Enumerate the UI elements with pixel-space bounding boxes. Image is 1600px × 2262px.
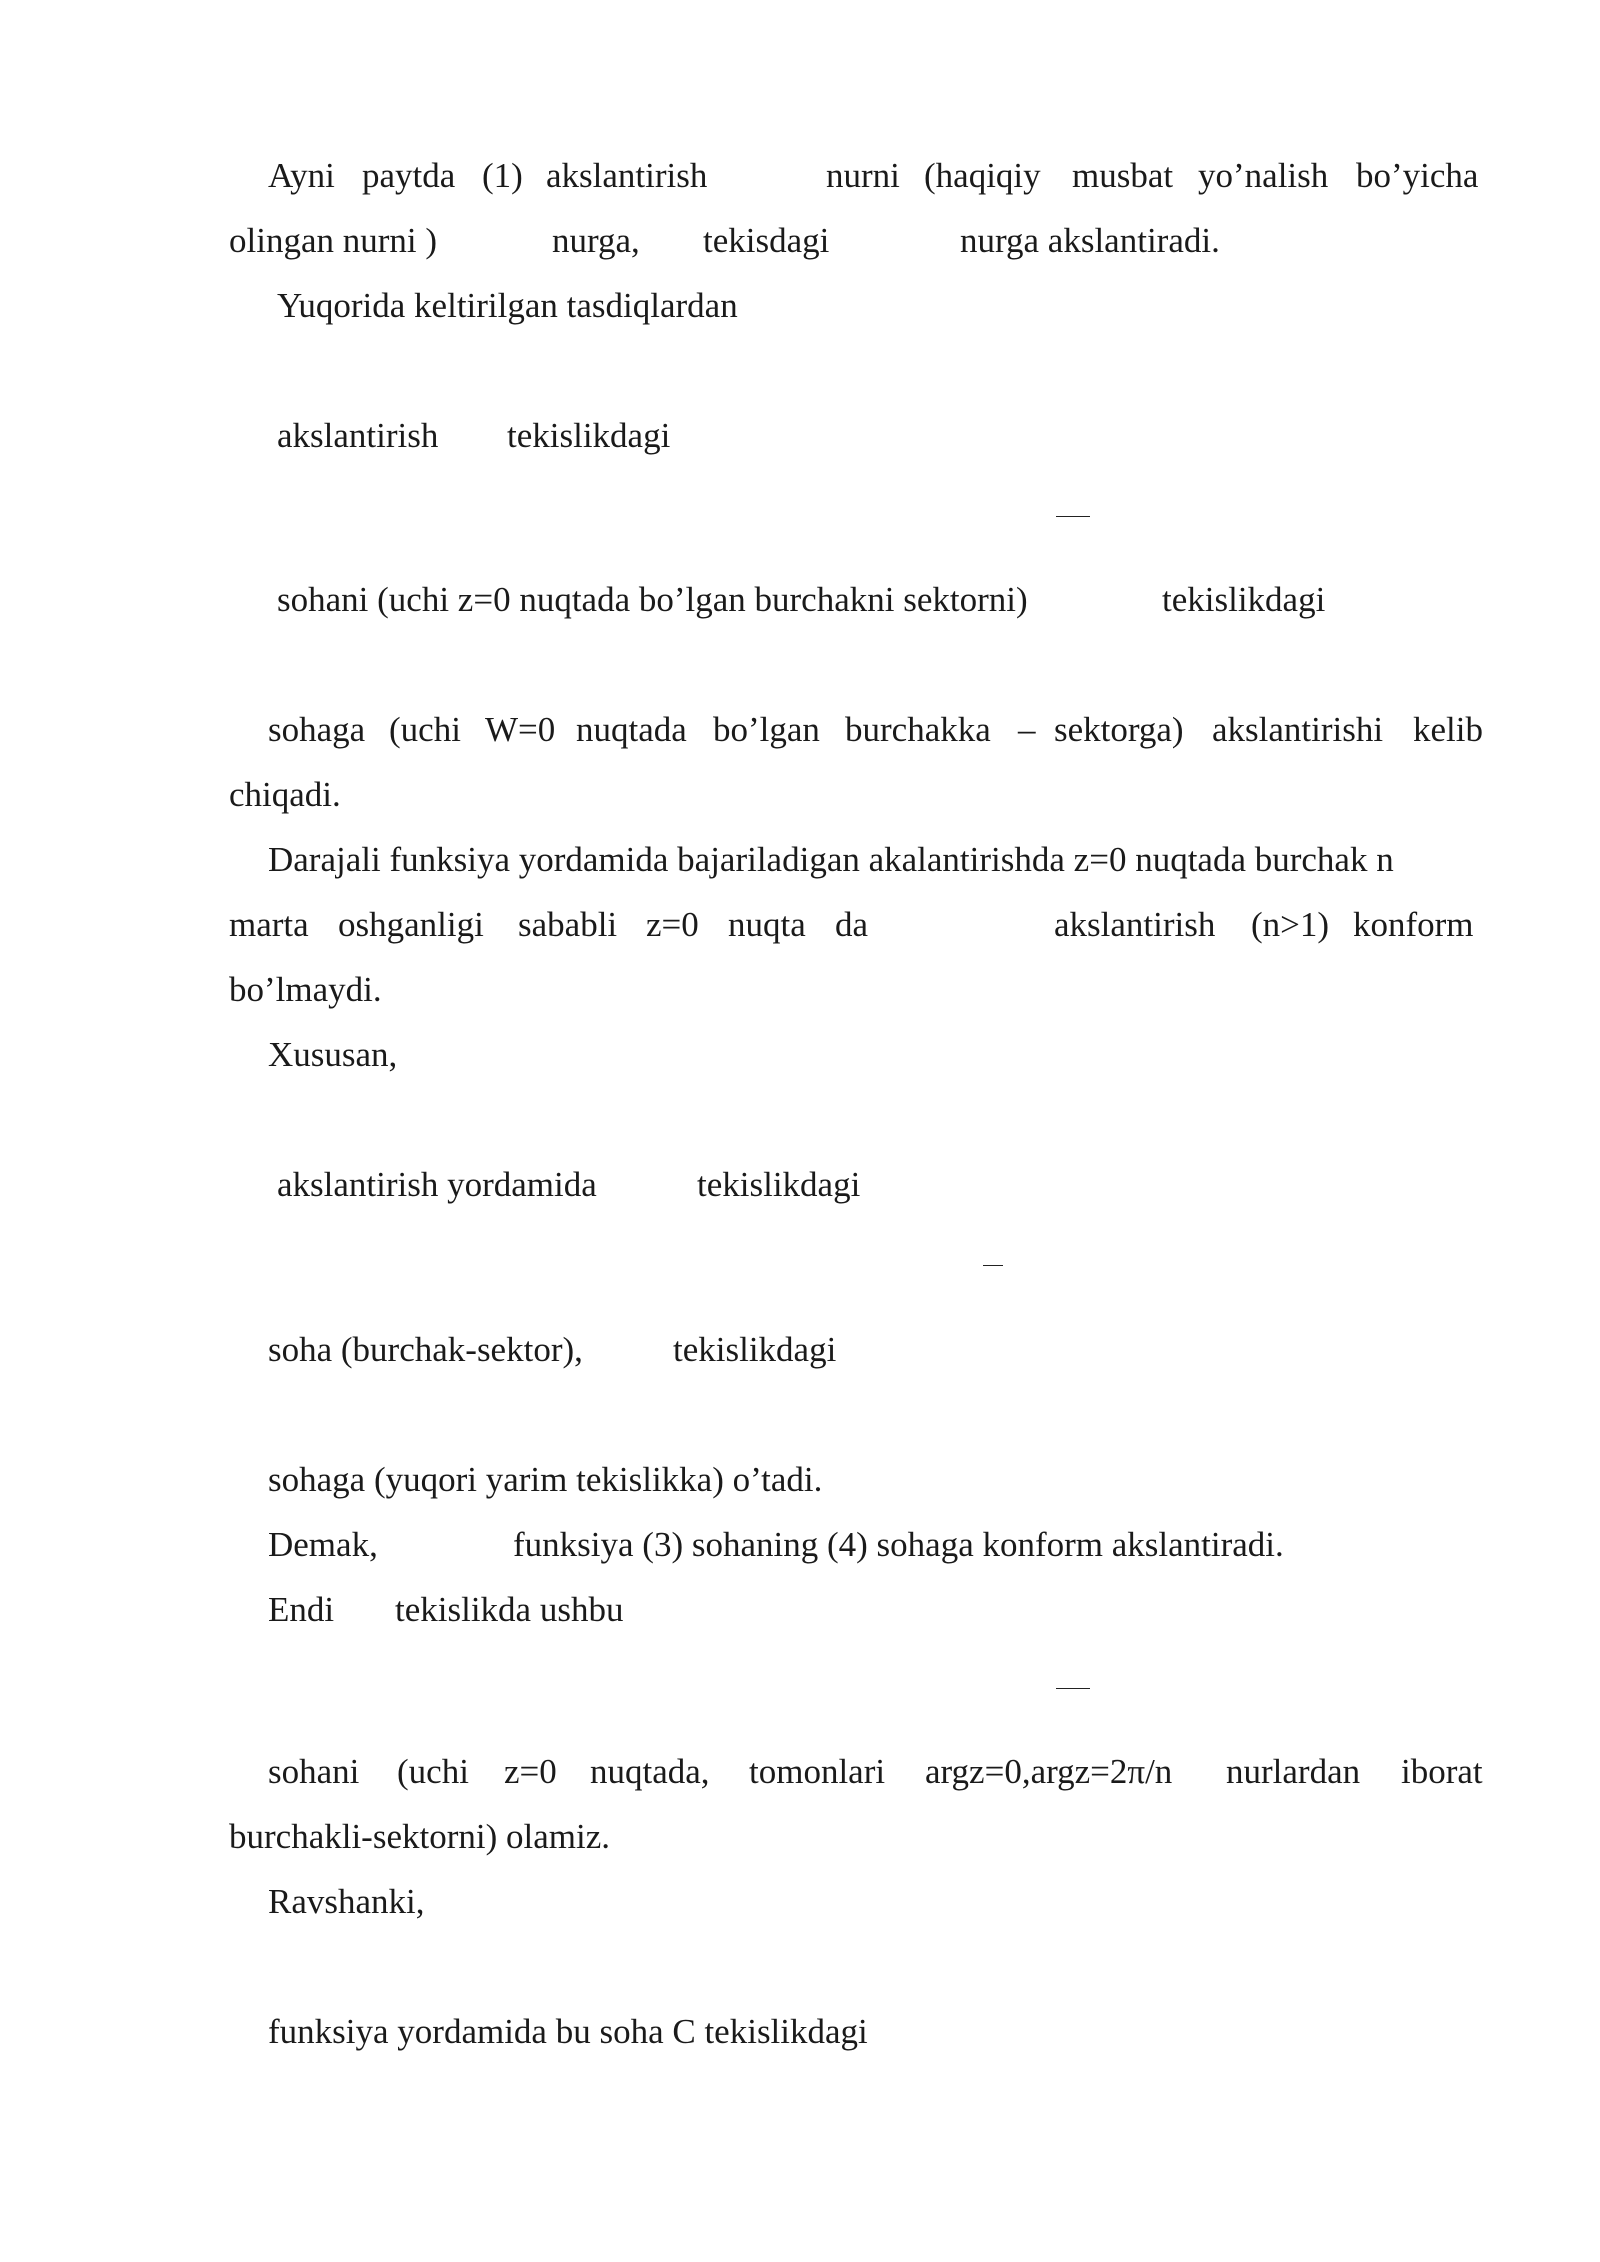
line-2-text: nurga akslantiradi. (960, 221, 1220, 260)
line-17-word: z=0 (504, 1752, 557, 1791)
line-7-text: chiqadi. (229, 775, 341, 814)
line-18-text: burchakli-sektorni) olamiz. (229, 1817, 610, 1856)
line-1-word: yo’nalish (1198, 156, 1329, 195)
line-6-word: sektorga) (1054, 710, 1184, 749)
line-17-word: nuqtada, (590, 1752, 710, 1791)
line-6-word: W=0 (485, 710, 556, 749)
line-9-word: konform (1353, 905, 1474, 944)
line-9-word: (n>1) (1251, 905, 1330, 944)
line-9-word: z=0 (646, 905, 699, 944)
line-11-text: Xususan, (268, 1035, 398, 1074)
line-1-word: (1) (482, 156, 523, 195)
line-1-word: akslantirish (546, 156, 708, 195)
line-6-word: (uchi (389, 710, 461, 749)
line-13-text: tekislikdagi (673, 1330, 837, 1369)
line-5-text: sohani (uchi z=0 nuqtada bo’lgan burchakni sektorni) (277, 580, 1028, 619)
line-17-word: iborat (1401, 1752, 1483, 1791)
line-17-word: (uchi (397, 1752, 469, 1791)
line-17-word: argz=0,argz=2π/n (925, 1752, 1173, 1791)
line-14-text: sohaga (yuqori yarim tekislikka) o’tadi. (268, 1460, 823, 1499)
line-1-word: musbat (1072, 156, 1174, 195)
line-6-word: sohaga (268, 710, 366, 749)
line-2-text: olingan nurni ) (229, 221, 438, 260)
line-6-word: kelib (1413, 710, 1483, 749)
line-1-word: (haqiqiy (924, 156, 1041, 195)
line-19-text: Ravshanki, (268, 1882, 425, 1921)
fraction-bar (983, 1265, 1003, 1266)
line-10-text: bo’lmaydi. (229, 970, 382, 1009)
fraction-bar (1056, 1688, 1090, 1689)
line-9-word: oshganligi (338, 905, 484, 944)
line-6-word: nuqtada (576, 710, 687, 749)
line-9-word: sababli (518, 905, 618, 944)
line-6-word: akslantirishi (1212, 710, 1384, 749)
line-8-text: Darajali funksiya yordamida bajariladigan akalantirishda z=0 nuqtada burchak n (268, 840, 1394, 879)
line-6-word: – (1018, 710, 1036, 749)
line-6-word: burchakka (845, 710, 991, 749)
line-2-text: nurga, (552, 221, 640, 260)
line-4-text: akslantirish (277, 416, 439, 455)
line-3-text: Yuqorida keltirilgan tasdiqlardan (277, 286, 738, 325)
line-17-word: nurlardan (1226, 1752, 1361, 1791)
line-17-word: tomonlari (749, 1752, 886, 1791)
line-15-text: Demak, (268, 1525, 378, 1564)
line-9-word: akslantirish (1054, 905, 1216, 944)
line-12-text: tekislikdagi (697, 1165, 861, 1204)
line-2-text: tekisdagi (703, 221, 830, 260)
line-5-text: tekislikdagi (1162, 580, 1326, 619)
line-9-word: da (835, 905, 869, 944)
line-12-text: akslantirish yordamida (277, 1165, 597, 1204)
line-20-text: funksiya yordamida bu soha C tekislikdagi (268, 2012, 868, 2051)
line-16-text: tekislikda ushbu (395, 1590, 624, 1629)
line-1-word: paytda (362, 156, 456, 195)
line-9-word: nuqta (728, 905, 806, 944)
line-17-word: sohani (268, 1752, 360, 1791)
line-9-word: marta (229, 905, 309, 944)
line-4-text: tekislikdagi (507, 416, 671, 455)
line-13-text: soha (burchak-sektor), (268, 1330, 583, 1369)
fraction-bar (1056, 516, 1090, 517)
line-6-word: bo’lgan (713, 710, 820, 749)
line-15-text: funksiya (3) sohaning (4) sohaga konform akslantiradi. (513, 1525, 1284, 1564)
line-16-text: Endi (268, 1590, 335, 1629)
line-1-word: bo’yicha (1356, 156, 1479, 195)
line-1-word: Ayni (268, 156, 335, 195)
line-1-word: nurni (826, 156, 900, 195)
